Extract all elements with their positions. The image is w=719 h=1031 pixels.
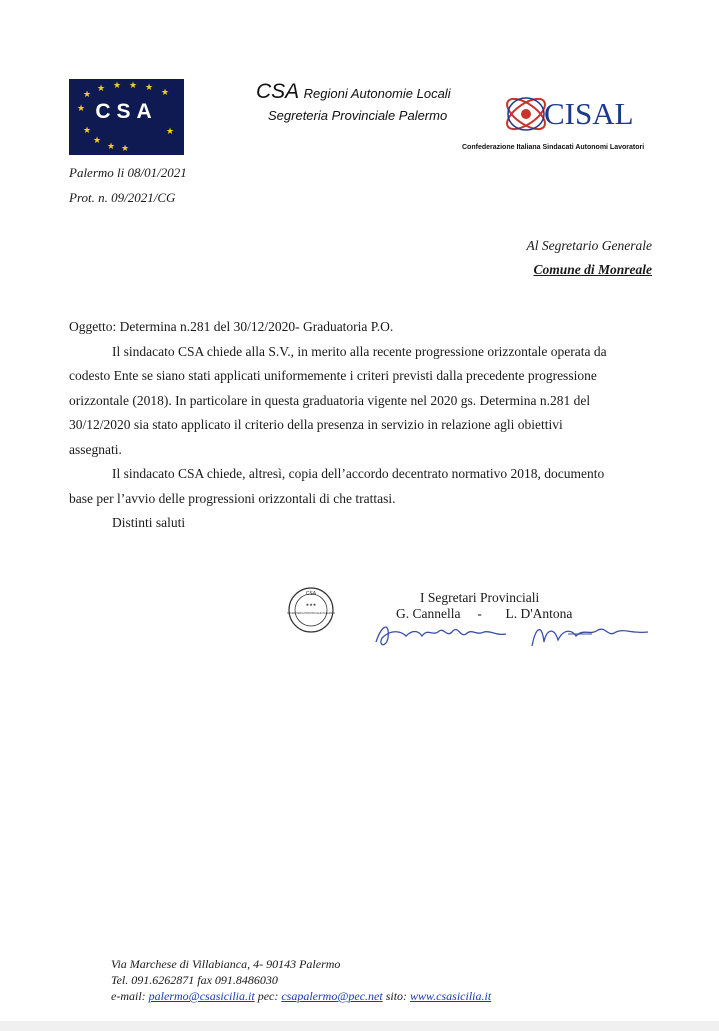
csa-logo-text: CSA bbox=[95, 100, 158, 123]
svg-text:★: ★ bbox=[121, 143, 130, 153]
email-label: e-mail: bbox=[111, 989, 149, 1003]
addressee-entity: Comune di Monreale bbox=[533, 262, 652, 277]
bottom-bar bbox=[0, 1021, 719, 1031]
svg-text:★: ★ bbox=[93, 135, 102, 145]
signature-cannella bbox=[372, 618, 512, 650]
svg-text:★: ★ bbox=[97, 83, 106, 93]
union-stamp bbox=[287, 586, 335, 634]
paragraph-line: assegnati. bbox=[69, 441, 122, 457]
header-subtitle: Segreteria Provinciale Palermo bbox=[268, 108, 448, 123]
protocol-number: Prot. n. 09/2021/CG bbox=[69, 190, 176, 205]
signature-dantona bbox=[528, 620, 652, 650]
addressee-title: Al Segretario Generale bbox=[526, 238, 652, 253]
website-link[interactable]: www.csasicilia.it bbox=[410, 989, 492, 1003]
header-title-rest: Regioni Autonomie Locali bbox=[303, 86, 451, 101]
addressee bbox=[440, 238, 652, 278]
svg-text:★★★: ★★★ bbox=[305, 602, 317, 607]
cisal-name: CISAL bbox=[544, 96, 634, 131]
email-link[interactable]: palermo@csasicilia.it bbox=[148, 989, 255, 1003]
paragraph-line: 30/12/2020 sia stato applicato il criterio della presenza in servizio in relazione agli obiettivi bbox=[69, 417, 563, 432]
site-label: sito: bbox=[382, 989, 411, 1003]
signatories-heading: I Segretari Provinciali bbox=[420, 590, 540, 605]
paragraph-line: Il sindacato CSA chiede alla S.V., in merito alla recente progressione orizzontale operata da bbox=[112, 343, 607, 359]
letter-footer bbox=[111, 956, 631, 1004]
signatories-names: G. Cannella - L. D'Antona bbox=[396, 606, 573, 621]
header-title bbox=[256, 80, 476, 104]
paragraph-line: base per l’avvio delle progressioni orizzontali di che trattasi. bbox=[69, 490, 396, 506]
svg-text:★: ★ bbox=[83, 89, 92, 99]
place-date: Palermo li 08/01/2021 bbox=[69, 165, 187, 180]
paragraph-line: orizzontale (2018). In particolare in questa graduatoria vigente nel 2020 gs. Determina n.281 del bbox=[69, 392, 591, 408]
cisal-full-name: Confederazione Italiana Sindacati Autonomi Lavoratori bbox=[462, 144, 645, 151]
svg-text:★: ★ bbox=[161, 87, 170, 97]
svg-text:★: ★ bbox=[83, 125, 92, 135]
cisal-logo bbox=[462, 76, 666, 156]
subject-line: Oggetto: Determina n.281 del 30/12/2020- Graduatoria P.O. bbox=[69, 319, 394, 334]
pec-link[interactable]: csapalermo@pec.net bbox=[281, 989, 383, 1003]
footer-phone: Tel. 091.6262871 fax 091.8486030 bbox=[111, 973, 278, 987]
svg-text:★: ★ bbox=[113, 80, 122, 90]
closing-line: Distinti saluti bbox=[112, 515, 186, 530]
pec-label: pec: bbox=[254, 989, 282, 1003]
stamp-top-text: CSA bbox=[305, 591, 317, 597]
header-title-main: CSA bbox=[256, 80, 300, 103]
svg-text:★: ★ bbox=[107, 141, 116, 151]
stamp-mid-text: SEGRETERIA PROVINCIALE PALERMO bbox=[287, 612, 335, 615]
paragraph-line: codesto Ente se siano stati applicati uniformemente i criteri previsti dalla precedente progressione bbox=[69, 368, 597, 383]
csa-logo bbox=[69, 79, 184, 155]
svg-text:★: ★ bbox=[77, 103, 86, 113]
paragraph-line: Il sindacato CSA chiede, altresì, copia dell’accordo decentrato normativo 2018, documento bbox=[112, 466, 605, 481]
svg-text:★: ★ bbox=[166, 126, 175, 136]
svg-text:★: ★ bbox=[145, 82, 154, 92]
letter-body bbox=[69, 315, 659, 536]
footer-contacts bbox=[111, 988, 631, 1004]
svg-text:★: ★ bbox=[129, 80, 138, 90]
stamp-icon bbox=[287, 586, 335, 634]
footer-address: Via Marchese di Villabianca, 4- 90143 Palermo bbox=[111, 957, 341, 971]
